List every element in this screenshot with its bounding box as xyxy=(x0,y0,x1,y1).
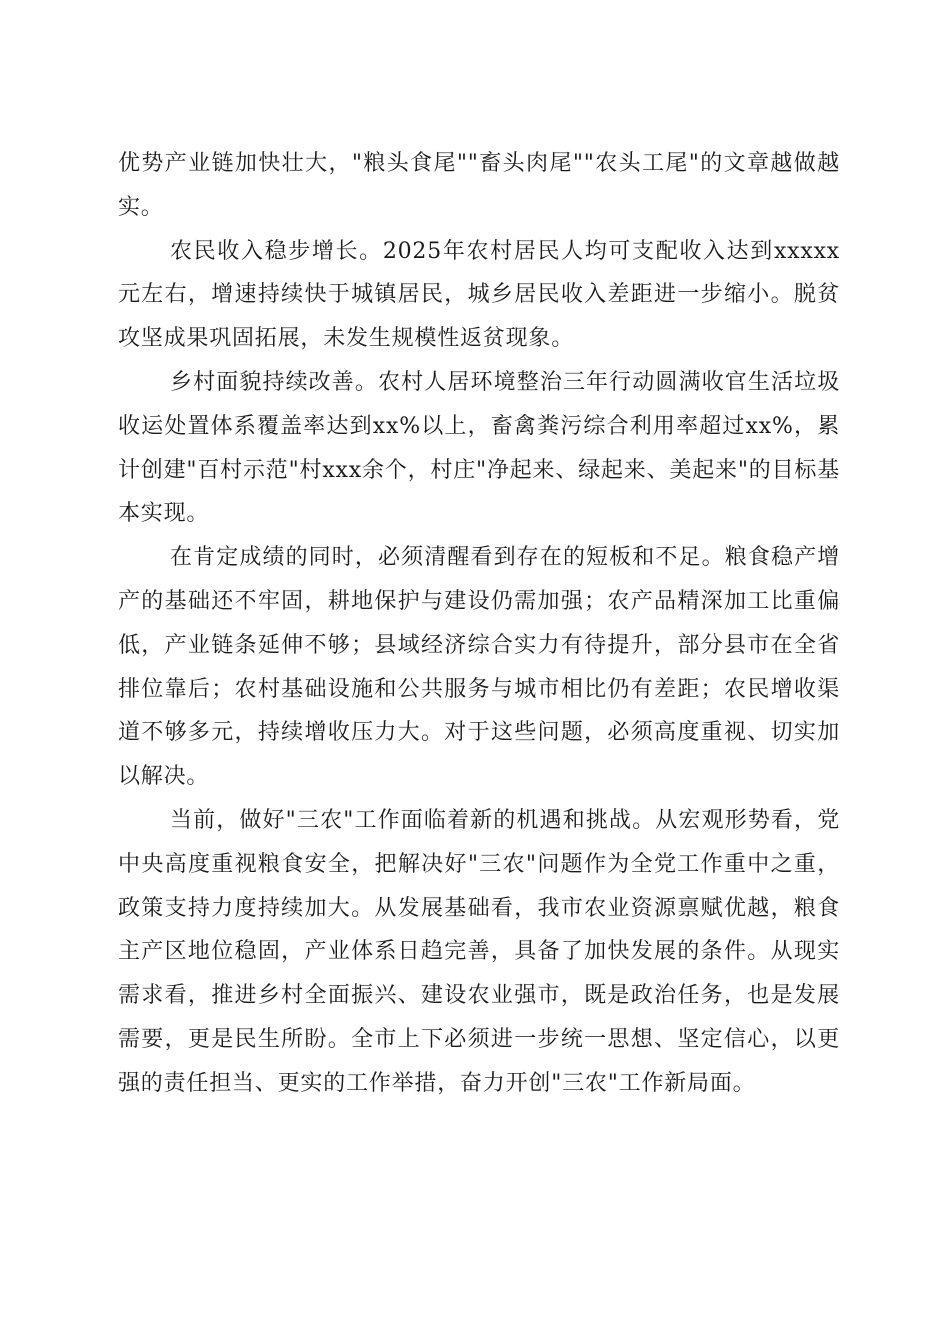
document-body xyxy=(118,142,840,1106)
paragraph-opportunities: 当前，做好"三农"工作面临着新的机遇和挑战。从宏观形势看，党中央高度重视粮食安全，把解决好"三农"问题作为全党工作重中之重，政策支持力度持续加大。从发展基础看，我市农业资源禀赋优越，粮食主产区地位稳固，产业体系日趋完善，具备了加快发展的条件。从现实需求看，推进乡村全面振兴、建设农业强市，既是政治任务，也是发展需要，更是民生所盼。全市上下必须进一步统一思想、坚定信心，以更强的责任担当、更实的工作举措，奋力开创"三农"工作新局面。 xyxy=(118,807,840,1096)
paragraph-continuation: 优势产业链加快壮大，"粮头食尾""畜头肉尾""农头工尾"的文章越做越实。 xyxy=(118,151,840,220)
paragraph-farmer-income: 农民收入稳步增长。2025年农村居民人均可支配收入达到xxxxx元左右，增速持续快于城镇居民，城乡居民收入差距进一步缩小。脱贫攻坚成果巩固拓展，未发生规模性返贫现象。 xyxy=(118,238,840,352)
paragraph-rural-appearance: 乡村面貌持续改善。农村人居环境整治三年行动圆满收官生活垃圾收运处置体系覆盖率达到xx%以上，畜禽粪污综合利用率超过xx%，累计创建"百村示范"村xxx余个，村庄"净起来、绿起来、美起来"的目标基本实现。 xyxy=(118,369,840,527)
paragraph-shortcomings: 在肯定成绩的同时，必须清醒看到存在的短板和不足。粮食稳产增产的基础还不牢固，耕地保护与建设仍需加强；农产品精深加工比重偏低，产业链条延伸不够；县域经济综合实力有待提升，部分县市在全省排位靠后；农村基础设施和公共服务与城市相比仍有差距；农民增收渠道不够多元，持续增收压力大。对于这些问题，必须高度重视、切实加以解决。 xyxy=(118,545,840,790)
